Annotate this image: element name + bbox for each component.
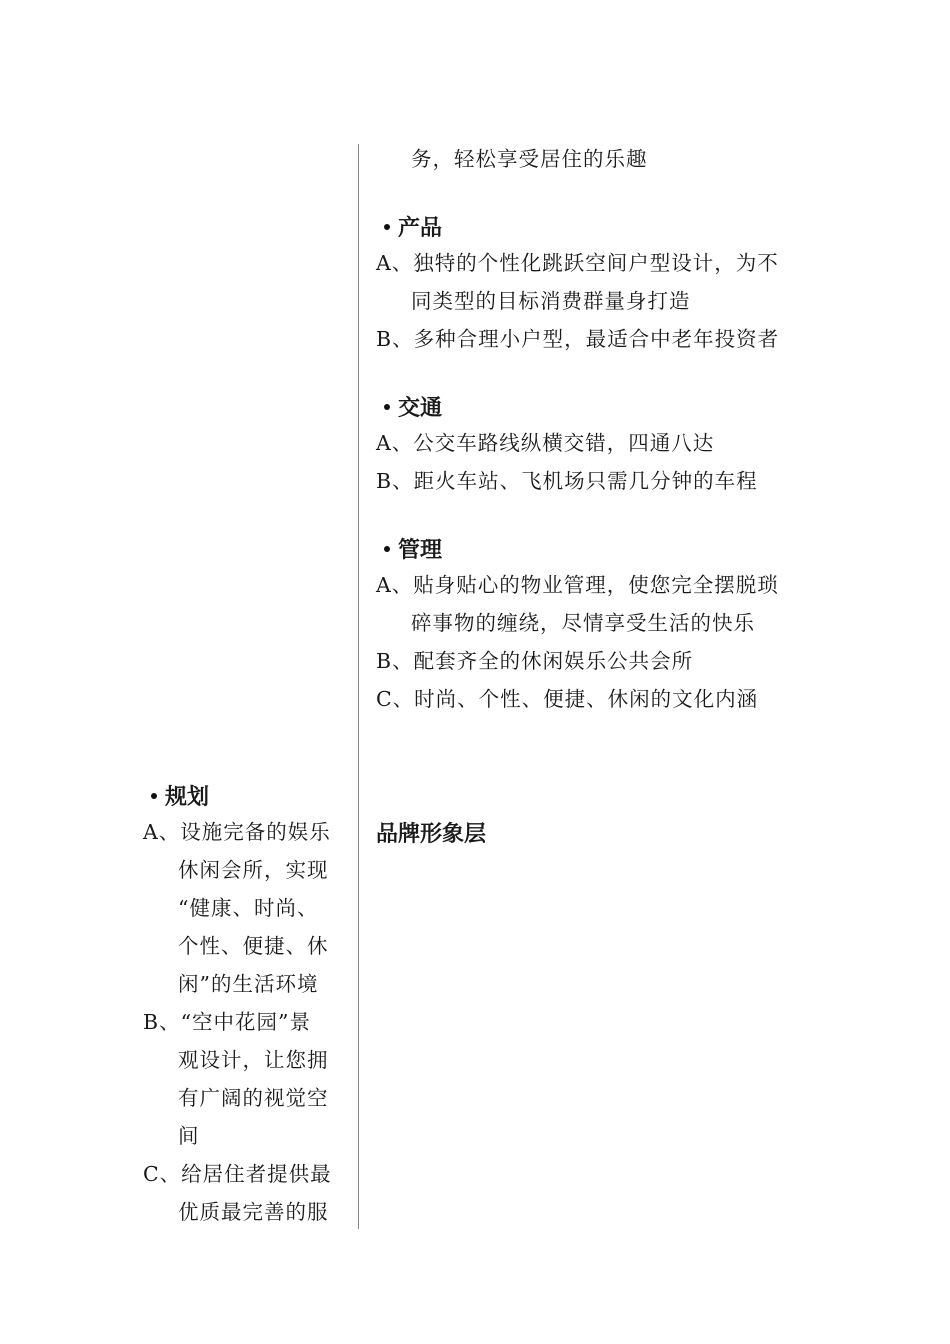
list-item-continuation: 间	[178, 1124, 200, 1148]
bullet-icon	[384, 224, 390, 230]
list-item-continuation: 有广阔的视觉空	[178, 1086, 329, 1110]
list-item: A、设施完备的娱乐	[143, 820, 331, 844]
list-item: A、公交车路线纵横交错，四通八达	[376, 431, 715, 455]
list-item-continuation: 闲”的生活环境	[178, 972, 319, 996]
list-item: A、贴身贴心的物业管理，使您完全摆脱琐	[376, 573, 779, 597]
list-item-continuation: 同类型的目标消费群量身打造	[411, 289, 691, 313]
bullet-icon	[384, 404, 390, 410]
list-item-continuation: “健康、时尚、	[178, 896, 319, 920]
section-heading-product: 产品	[384, 214, 816, 244]
list-item-continuation: 碎事物的缠绕，尽情享受生活的快乐	[411, 611, 755, 635]
section-heading-planning: 规划	[151, 783, 348, 813]
list-item: B、配套齐全的休闲娱乐公共会所	[376, 649, 694, 673]
list-item: B、“空中花园”景	[143, 1010, 312, 1034]
list-item-continuation: 优质最完善的服	[178, 1200, 329, 1224]
continued-line: 务，轻松享受居住的乐趣	[411, 147, 648, 171]
brand-image-layer-title: 品牌形象层	[376, 822, 487, 847]
list-item: A、独特的个性化跳跃空间户型设计，为不	[376, 251, 779, 275]
right-column-bottom	[376, 815, 816, 855]
bullet-icon	[151, 793, 157, 799]
list-item: C、时尚、个性、便捷、休闲的文化内涵	[376, 687, 759, 711]
column-divider	[358, 144, 359, 1229]
list-item: B、多种合理小户型，最适合中老年投资者	[376, 327, 780, 351]
left-column	[143, 783, 348, 1231]
right-column-top	[376, 140, 816, 718]
list-item-continuation: 休闲会所，实现	[178, 858, 329, 882]
list-item-continuation: 个性、便捷、休	[178, 934, 329, 958]
list-item-continuation: 观设计，让您拥	[178, 1048, 329, 1072]
bullet-icon	[384, 546, 390, 552]
section-heading-management: 管理	[384, 536, 816, 566]
list-item: C、给居住者提供最	[143, 1162, 332, 1186]
list-item: B、距火车站、飞机场只需几分钟的车程	[376, 469, 758, 493]
section-heading-traffic: 交通	[384, 394, 816, 424]
